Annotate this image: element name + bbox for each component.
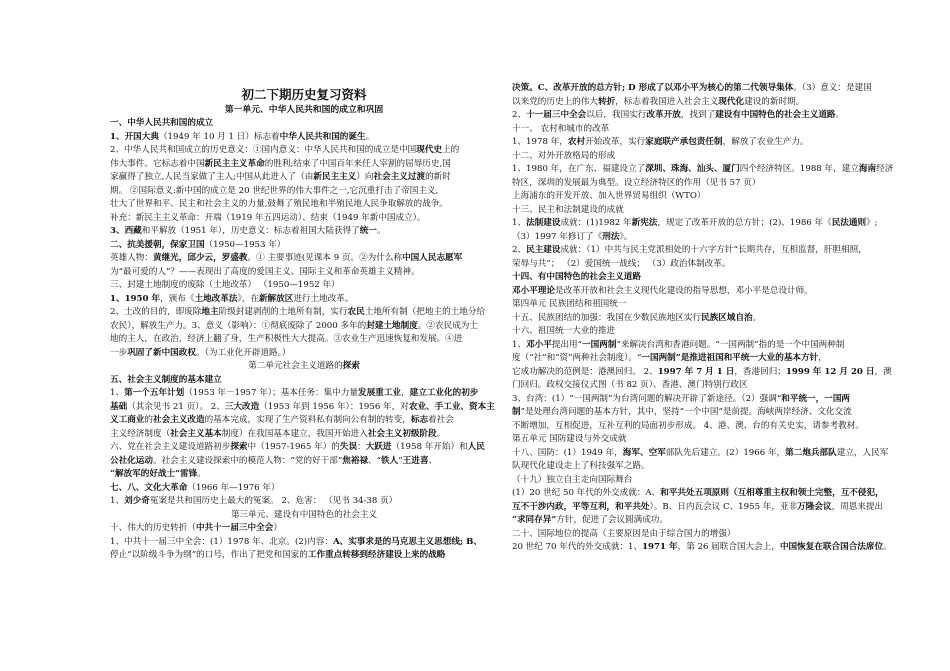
text-line bbox=[512, 352, 900, 366]
bold-text: 法制建设 bbox=[526, 218, 561, 228]
text-segment: 进行土地改革。 bbox=[293, 293, 354, 304]
bold-text: 现代化 bbox=[718, 96, 745, 107]
text-segment: 荣辱与共”； （2）爱国统一战线； （3）政治体制改革。 bbox=[512, 258, 731, 269]
text-segment: 》; bbox=[866, 218, 878, 228]
text-segment: 。 bbox=[835, 110, 845, 120]
bold-text: 社会主义过渡 bbox=[373, 172, 426, 182]
text-segment: 度（“社”和“资”两种社会制度）。“ bbox=[512, 353, 642, 363]
text-line bbox=[512, 163, 900, 177]
text-segment: 为“最可爱的人”？——表现出了高度的爱国主义、国际主义和革命英雄主义精神。 bbox=[110, 266, 420, 277]
bold-text: 海南 bbox=[858, 164, 877, 174]
text-segment: 家赢得了独立,人民当家做了主人;中国从此进入了（由 bbox=[110, 172, 314, 182]
text-line bbox=[512, 231, 900, 245]
text-segment: ， bbox=[401, 388, 410, 398]
text-segment: 1、中共十一届三中全会：(1）1978 年、北京。(2)内容： bbox=[110, 536, 333, 547]
text-segment: 建设的新时期。 bbox=[744, 96, 805, 107]
bold-text: 刑法 bbox=[602, 231, 620, 242]
text-line bbox=[512, 339, 900, 353]
text-segment: 地的主人，在政治，经济上翻了身，生产积极性大大提高。③农业生产迅速恢复和发展。④进 bbox=[110, 334, 463, 344]
left-column-body bbox=[110, 117, 498, 563]
text-segment: 建立，人民军 bbox=[836, 447, 889, 458]
text-segment: 十三、民主和法制建设的成就 bbox=[512, 204, 624, 215]
text-line bbox=[512, 406, 900, 420]
text-segment: 的基本完成，实现了生产资料私有制向公有制的转变， bbox=[204, 415, 411, 425]
text-line bbox=[110, 455, 498, 469]
text-segment: 1、1978 年， bbox=[512, 137, 568, 147]
text-line bbox=[110, 266, 498, 280]
text-segment: 二十、国际地位的提高（主要原因是由于综合国力的增强） bbox=[512, 528, 736, 539]
bold-text: 家庭联产承包责任制 bbox=[645, 137, 723, 147]
bold-text: 建立工业化的初步 bbox=[409, 388, 479, 398]
bold-text: 地主 bbox=[201, 307, 219, 317]
text-line bbox=[110, 549, 498, 563]
text-line bbox=[110, 225, 498, 239]
text-line bbox=[110, 131, 498, 145]
bold-text: 刘少奇 bbox=[124, 496, 150, 506]
bold-text: 探索 bbox=[230, 442, 248, 452]
text-line bbox=[110, 428, 498, 442]
bold-text: 中国人民志愿军 bbox=[402, 253, 463, 263]
text-segment: ）。B、日内瓦会议 C、1955 年，亚非 bbox=[649, 501, 798, 512]
bold-text: 3、西藏 bbox=[110, 226, 142, 236]
text-line bbox=[110, 522, 498, 536]
text-segment: 2、土改的目的，即废除 bbox=[110, 307, 202, 317]
text-segment: ” bbox=[398, 455, 403, 466]
text-segment: 十二、对外开放格局的形成 bbox=[512, 150, 616, 161]
text-segment: 的胜利;结束了中国百年来任人宰割的屈辱历史,国 bbox=[264, 158, 451, 169]
bold-text: 五、社会主义制度的基本建立 bbox=[110, 374, 222, 385]
bold-text: 农民 bbox=[347, 307, 365, 317]
bold-text: 1、开国大典 bbox=[110, 131, 159, 142]
text-segment: 上的 bbox=[442, 145, 460, 155]
text-line bbox=[110, 347, 498, 361]
text-line bbox=[110, 117, 498, 131]
text-segment: 土地所有制（把地主的土地分给 bbox=[364, 307, 486, 317]
bold-text: 海军、空军 bbox=[622, 447, 666, 458]
text-segment: ，标志着我国进入社会主义 bbox=[615, 96, 719, 107]
text-segment: ，规定了改革开放的总方针；(2)、1986 年《 bbox=[657, 218, 832, 228]
text-segment: 四个经济特区。1988 年，建立 bbox=[739, 164, 859, 174]
bold-text: 第一个五年计划 bbox=[124, 388, 185, 398]
text-segment: 队现代化建设走上了科技强军之路。 bbox=[512, 461, 650, 471]
bold-text: 和平统一，一国两 bbox=[781, 393, 851, 404]
text-segment: 中（1957-1965 年）的 bbox=[247, 442, 340, 452]
text-segment: （1949 年 10 月 1 日）标志着 bbox=[158, 131, 280, 142]
text-line bbox=[512, 150, 900, 164]
right-column bbox=[512, 82, 900, 555]
text-segment: 以来党的历史上的伟大 bbox=[512, 96, 598, 107]
bold-text: 义工商业 bbox=[110, 415, 145, 425]
text-line bbox=[110, 239, 498, 253]
bold-text: 民主建设 bbox=[526, 245, 561, 255]
text-segment: （3）1997 年修订了《 bbox=[512, 231, 603, 242]
text-line bbox=[110, 441, 498, 455]
bold-text: 决策。C、改革开放的总方针; D 形成了以邓小平为核心的第二代领导集体 bbox=[512, 83, 794, 93]
text-line bbox=[512, 528, 900, 542]
bold-text: 邓小平理论 bbox=[512, 285, 555, 296]
text-segment: 着社会 bbox=[428, 415, 454, 425]
text-segment: ，解放了农业生产力。 bbox=[722, 137, 809, 147]
text-segment: ）向 bbox=[356, 172, 374, 182]
text-segment: 第三单元、建设有中国特色的社会主义 bbox=[230, 509, 378, 520]
text-line bbox=[512, 514, 900, 528]
bold-text: 1971 年 bbox=[642, 542, 678, 552]
text-segment: 20 世纪 70 年代的外交成就：1、 bbox=[512, 542, 643, 552]
text-line bbox=[512, 136, 900, 150]
text-segment: 。②农民成为土 bbox=[417, 320, 478, 331]
text-line bbox=[110, 198, 498, 212]
bold-text: 中共十一届三中全会 bbox=[195, 523, 274, 533]
text-segment: 1、1980 年，在广东、福建设立了 bbox=[512, 164, 646, 174]
text-line bbox=[512, 271, 900, 285]
text-segment: 、 bbox=[428, 455, 438, 466]
text-segment: 期。 ②国际意义:新中国的成立是 20 世纪世界的伟大事件之一,它沉重打击了帝国主义, bbox=[110, 185, 439, 196]
text-line bbox=[110, 374, 498, 388]
text-segment: 阶级封建剥削的土地所有制，实行 bbox=[218, 307, 348, 317]
bold-text: 大跃进 bbox=[365, 442, 392, 452]
bold-text: 统一 bbox=[359, 226, 377, 236]
text-line bbox=[110, 185, 498, 199]
text-segment: (1）20 世纪 50 年代的外交成就：A、 bbox=[512, 488, 661, 498]
bold-text: 基础 bbox=[110, 401, 128, 412]
text-segment: （1950—1953 年） bbox=[204, 239, 286, 250]
right-column-body bbox=[512, 82, 900, 555]
text-segment: 3、台湾：(1）“一国两制”为台湾问题的解决开辟了新途径。（2）强调“ bbox=[512, 393, 782, 404]
bold-text: A、实事求是的马克思主义思想线; B、 bbox=[332, 536, 482, 547]
bold-text: 社会主义初级阶段 bbox=[367, 428, 437, 439]
text-line bbox=[512, 258, 900, 272]
text-segment: 六、党在社会主义建设道路初步 bbox=[110, 442, 231, 452]
bold-text: 第二炮兵部队 bbox=[785, 447, 837, 458]
text-segment: 制度）在我国基本建立，我国开始进入 bbox=[221, 428, 368, 439]
text-line bbox=[110, 279, 498, 293]
bold-text: 十四、有中国特色的社会主义道路 bbox=[512, 272, 641, 282]
text-line bbox=[110, 212, 498, 226]
text-segment: 停止“以阶级斗争为纲”的口号，作出了把党和国家的 bbox=[110, 550, 308, 560]
text-segment: ，找到了 bbox=[680, 110, 716, 120]
text-segment: ） bbox=[273, 523, 282, 533]
bold-text: 农村 bbox=[567, 137, 586, 147]
text-line bbox=[110, 158, 498, 172]
text-segment: 开始改革，实行 bbox=[585, 137, 646, 147]
text-segment: 2、 bbox=[512, 245, 527, 255]
text-segment: 。 bbox=[365, 131, 375, 142]
text-segment: （1953 年－1957 年）；基本任务：集中力量 bbox=[184, 388, 359, 398]
bold-text: 王进喜 bbox=[402, 455, 429, 466]
text-segment: 提出用“ bbox=[551, 339, 583, 350]
bold-text: 失误 bbox=[339, 442, 358, 452]
text-segment: 和平解放（1951 年），历史意义：标志着祖国大陆获得了 bbox=[141, 226, 360, 236]
bold-text: 雷锋 bbox=[180, 469, 198, 479]
text-line bbox=[110, 144, 498, 158]
text-segment: 2、 bbox=[512, 110, 527, 120]
text-segment: 部队先后建立。(2）1966 年， bbox=[665, 447, 786, 458]
bold-text: 新民主主义 bbox=[313, 172, 357, 182]
text-segment: 三、封建土地制度的废除（土地改革） （1950—1952 年） bbox=[110, 280, 340, 290]
bold-text: 1997 年 7 月 1 日 bbox=[657, 366, 735, 377]
bold-text: 民法通则 bbox=[831, 218, 867, 228]
text-segment: 1、 bbox=[512, 218, 527, 228]
text-segment: 一步 bbox=[110, 347, 128, 358]
text-segment: 成就：(1)1982 年 bbox=[560, 218, 632, 228]
text-line bbox=[512, 460, 900, 474]
text-segment: 农民），解放生产力。3、意义（影响）：①彻底废除了 2000 多年的 bbox=[110, 320, 367, 331]
text-segment: 的新时 bbox=[425, 172, 451, 182]
text-line bbox=[512, 366, 900, 380]
bold-text: 七、八、文化大革命 bbox=[110, 482, 188, 493]
text-line bbox=[110, 293, 498, 307]
text-line bbox=[512, 393, 900, 407]
bold-text: 焦裕禄 bbox=[342, 455, 369, 466]
text-segment: 方针，促进了会议圆满成功。 bbox=[556, 515, 668, 525]
bold-text: 标志 bbox=[410, 415, 429, 425]
bold-text: 建设有中国特色的社会主义道路 bbox=[715, 110, 836, 120]
text-line bbox=[110, 320, 498, 334]
bold-text: 农业、手工业、资本主 bbox=[408, 401, 495, 412]
text-segment: 。（为工业化开辟道路。） bbox=[195, 347, 291, 358]
bold-text: 社会主义改造 bbox=[153, 415, 205, 425]
bold-text: 邓小平 bbox=[526, 339, 552, 350]
bold-text: 1999 年 12 月 20 日 bbox=[785, 366, 875, 377]
text-segment: （其余见书 21 页）。 2、 bbox=[127, 401, 225, 412]
text-line bbox=[512, 244, 900, 258]
text-segment: ，澳 bbox=[874, 366, 892, 377]
text-segment: 、“ bbox=[368, 455, 382, 466]
text-line bbox=[512, 541, 900, 555]
bold-text: 巩固了新中国政权 bbox=[127, 347, 196, 358]
text-line bbox=[512, 109, 900, 123]
bold-text: 公社化运动 bbox=[110, 455, 153, 466]
bold-text: 深圳、珠海、汕头、厦门 bbox=[645, 164, 740, 174]
text-line bbox=[110, 306, 498, 320]
text-segment: 。 bbox=[376, 226, 386, 236]
text-line bbox=[110, 495, 498, 509]
bold-text: 新民主主义革命 bbox=[204, 158, 265, 169]
bold-text: 铁人 bbox=[381, 455, 399, 466]
bold-text: 三大改造 bbox=[224, 401, 260, 412]
text-line bbox=[110, 482, 498, 496]
text-segment: 。社会主义建设探索中的模范人物：“党的好干部” bbox=[152, 455, 343, 466]
text-line bbox=[110, 401, 498, 415]
text-segment: 经济 bbox=[876, 164, 894, 174]
text-segment: 第二单元社会主义道路的 bbox=[248, 361, 343, 371]
text-segment: 第五单元 国防建设与外交成就 bbox=[512, 434, 627, 444]
text-segment: 。（3）意义：是建国 bbox=[793, 83, 872, 93]
text-segment: （1953 年到 1956 年）：1956 年，对 bbox=[259, 401, 409, 412]
text-line bbox=[110, 414, 498, 428]
text-line bbox=[512, 433, 900, 447]
text-line bbox=[512, 298, 900, 312]
text-line bbox=[512, 487, 900, 501]
text-segment: ，香港回归； bbox=[734, 366, 786, 377]
text-segment: ”来解决台湾和香港问题。“一国两制”指的是一个中国两种制 bbox=[616, 339, 845, 350]
text-segment: 十八、国防：(1）1949 年， bbox=[512, 447, 623, 458]
bold-text: 社会主义基本 bbox=[170, 428, 222, 439]
text-segment: 十、伟大的历史转折（ bbox=[110, 523, 196, 533]
text-line bbox=[110, 468, 498, 482]
text-line bbox=[110, 509, 498, 523]
text-segment: 门回归。政权交接仪式图（书 82 页）、香港、澳门特别行政区 bbox=[512, 380, 748, 390]
text-line bbox=[110, 360, 498, 374]
text-segment: 1、 bbox=[512, 339, 527, 350]
bold-text: 互不干涉内政，平等互利，和平共处 bbox=[512, 501, 650, 512]
text-segment: 它成功解决的范例是：港澳回归。 2、 bbox=[512, 366, 658, 377]
text-segment: 英雄人物： bbox=[110, 253, 153, 263]
bold-text: 土地改革法 bbox=[194, 293, 238, 304]
unit-one-heading: 第一单元、中华人民共和国的成立和巩固 bbox=[224, 105, 384, 115]
text-segment: 成就：（1）中共与民主党派相处的十六字方针“长期共存，互相监督，肝胆相照， bbox=[560, 245, 867, 255]
text-segment: 。① 主要事迹(见课本 9 页。②为什么称 bbox=[247, 253, 403, 263]
text-line bbox=[512, 190, 900, 204]
bold-text: 工作重点转移到经济建设上来的战略 bbox=[307, 550, 446, 560]
text-segment: 壮大了世界和平、民主和社会主义的力量,鼓舞了殖民地和半殖民地人民争取解放的战争。 bbox=[110, 199, 448, 209]
text-segment: 。 bbox=[883, 542, 892, 552]
bold-text: 封建土地制度 bbox=[366, 320, 418, 331]
left-column bbox=[110, 86, 498, 563]
text-line bbox=[110, 333, 498, 347]
text-segment: ”是处理台湾问题的基本方针，其中，坚持“一个中国”是前提。海峡两岸经济、文化交流 bbox=[520, 407, 852, 417]
text-segment: 伟大事件。它标志着中国 bbox=[110, 158, 205, 169]
document-title: 初二下期历史复习资料 bbox=[241, 87, 367, 102]
text-line bbox=[110, 171, 498, 185]
text-segment: 1、 bbox=[110, 496, 125, 506]
bold-text: 制 bbox=[512, 407, 521, 417]
bold-text: “解放军的好战士” bbox=[110, 469, 181, 479]
text-line bbox=[110, 387, 498, 401]
text-segment: 特区，深圳的发展最为典型。设立经济特区的作用（见书 57 页） bbox=[512, 177, 761, 188]
text-segment: 不断增加，互相促进，互补互利的局面初步形成。 4、港、澳、台的有关史实，请参考教材。 bbox=[512, 420, 864, 431]
text-line bbox=[512, 123, 900, 137]
text-segment: ，颁布《 bbox=[160, 293, 195, 304]
bold-text: 二、抗美援朝，保家卫国 bbox=[110, 239, 205, 250]
text-line bbox=[512, 312, 900, 326]
bold-text: 民族区域自治 bbox=[701, 312, 753, 323]
bold-text: 一国两制”是推进祖国和平统一大业的基本方针 bbox=[641, 353, 819, 363]
bold-text: 1、1950 年 bbox=[110, 293, 161, 304]
bold-text: 新宪法 bbox=[631, 218, 658, 228]
text-line bbox=[512, 447, 900, 461]
text-segment: 》，在 bbox=[237, 293, 259, 304]
text-line bbox=[512, 82, 900, 96]
text-segment: ， bbox=[818, 353, 827, 363]
text-segment: 。 bbox=[197, 469, 206, 479]
text-line bbox=[512, 474, 900, 488]
text-line bbox=[110, 536, 498, 550]
bold-text: 中国恢复在联合国合法席位 bbox=[779, 542, 884, 552]
text-segment: 十六、祖国统一大业的推进 bbox=[512, 326, 616, 336]
bold-text: 一国两制 bbox=[582, 339, 617, 350]
bold-text: 探索 bbox=[342, 361, 360, 371]
text-segment: 上海浦东的开发开放、加入世界贸易组织（WTO） bbox=[512, 191, 706, 201]
text-segment: 2、中华人民共和国成立的历史意义：①国内意义：中华人民共和国的成立是中国 bbox=[110, 145, 417, 155]
bold-text: 黄继光，邱少云，罗盛教 bbox=[152, 253, 248, 263]
bold-text: 人民 bbox=[467, 442, 485, 452]
text-segment: （1966 年—1976 年） bbox=[187, 482, 280, 493]
text-segment: 十五、民族团结的加强：我国在少数民族地区实行 bbox=[512, 312, 702, 323]
text-segment: 以后，我国实行 bbox=[586, 110, 647, 120]
text-segment: 1、 bbox=[110, 388, 125, 398]
text-line bbox=[512, 325, 900, 339]
bold-text: 现代史 bbox=[416, 145, 443, 155]
text-line bbox=[512, 285, 900, 299]
text-segment: 。 bbox=[752, 312, 762, 323]
bold-text: 和平共处五项原则（互相尊重主权和领土完整，互不侵犯， bbox=[660, 488, 884, 498]
text-segment: 。 bbox=[436, 428, 446, 439]
text-line bbox=[512, 501, 900, 515]
text-segment: ，第 26 届联合国大会上， bbox=[677, 542, 780, 552]
bold-text: 新解放区 bbox=[258, 293, 294, 304]
text-line bbox=[512, 96, 900, 110]
text-segment: ，周恩来提出 bbox=[831, 501, 884, 512]
text-segment: （十九）独立自主走向国际舞台 bbox=[512, 474, 633, 485]
bold-text: 发展重工业 bbox=[358, 388, 402, 398]
text-line bbox=[512, 379, 900, 393]
text-line bbox=[512, 217, 900, 231]
text-segment: 第四单元 民族团结和祖国统一 bbox=[512, 299, 627, 309]
bold-text: 改革开放 bbox=[646, 110, 681, 120]
text-segment: 补充：新民主主义革命：开端（1919 年五四运动）、结束（1949 年新中国成立）。 bbox=[110, 212, 426, 223]
bold-text: 转折 bbox=[597, 96, 616, 107]
text-segment: （1958 年开始）和 bbox=[391, 442, 468, 452]
text-segment: 》。 bbox=[619, 231, 633, 242]
bold-text: 中华人民共和国的诞生 bbox=[279, 131, 366, 142]
text-segment: 的 bbox=[144, 415, 153, 425]
text-segment: 冤案是共和国历史上最大的冤案。 2、危害： （见书 34-38 页） bbox=[149, 496, 398, 506]
bold-text: 十一届三中全会 bbox=[526, 110, 587, 120]
bold-text: “求同存异” bbox=[512, 515, 557, 525]
text-line bbox=[512, 204, 900, 218]
text-segment: ： bbox=[357, 442, 366, 452]
text-segment: 是改革开放和社会主义现代化建设的指导思想，邓小平是总设计师。 bbox=[554, 285, 813, 296]
bold-text: 一、中华人民共和国的成立 bbox=[110, 118, 214, 128]
text-line bbox=[512, 177, 900, 191]
text-line bbox=[110, 252, 498, 266]
text-segment: 主义经济制度（ bbox=[110, 428, 171, 439]
bold-text: 万隆会议 bbox=[797, 501, 832, 512]
text-segment: 十一、 农村和城市的改革 bbox=[512, 123, 610, 134]
text-line bbox=[512, 420, 900, 434]
